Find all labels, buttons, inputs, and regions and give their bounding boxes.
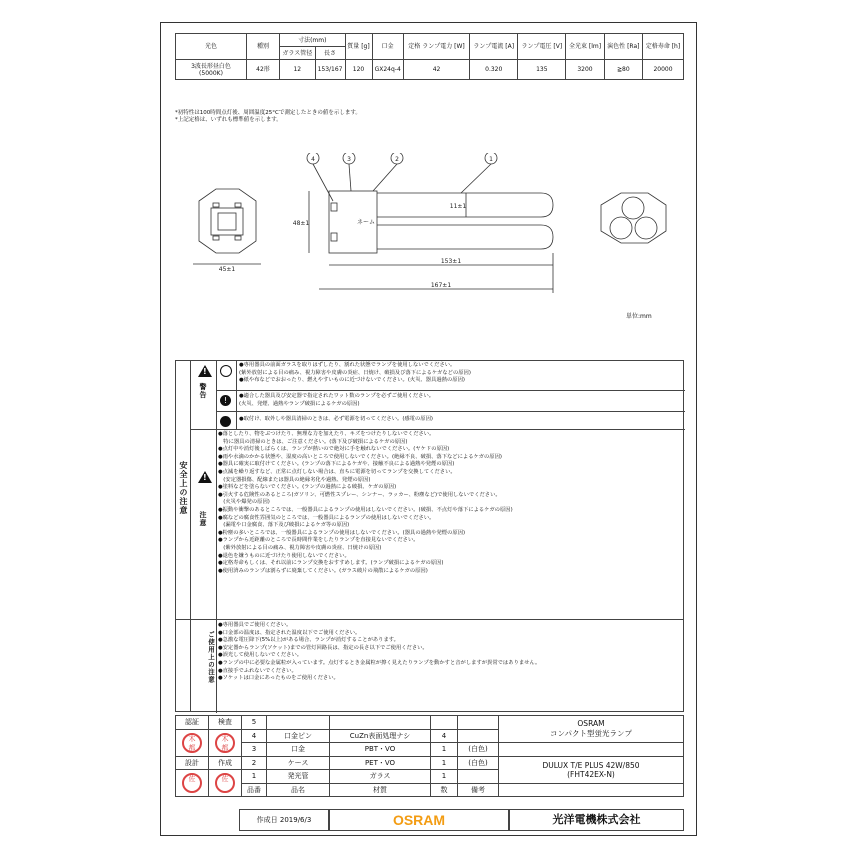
header-color: 光色 bbox=[176, 34, 247, 60]
callout-1-label: 1 bbox=[489, 156, 493, 163]
approval-stamp-1: 木 都 bbox=[182, 733, 202, 753]
callout-3-label: 3 bbox=[347, 156, 351, 163]
callout-4-label: 4 bbox=[311, 156, 315, 163]
socket-front-view bbox=[199, 189, 256, 253]
safety-block bbox=[175, 360, 684, 712]
caution-items: ●落としたり、物をぶつけたり、無理な力を加えたり、キズをつけたりしないでください。 特に器具の清掃のときは、ご注意ください。(落下及び破損によるケガの原因) ●点灯中や消灯後しばらくは、ランプが熱いので絶対に手を触れないでください。(ヤケドの原因) ●雨や水滴のかかる状態や、湿度の高いところで使用しないでください。(絶縁不良、破損、落下などによるケガの原因) ●器具に確実に取付けてください。(ランプの落下によるケガや、接触不良による過熱や発煙の原因) ●点滅を繰り返すなど、正常に点灯しない場合は、直ちに電源を切ってランプを交換してください。 (安定器損傷、配線または器具の絶縁劣化や過熱、発煙の原因) ●塗料などを塗らないでください。(ランプの過熱による破損、ケガの原因) ●引火する危険性のあるところ(ガソリン、可燃性スプレー、シンナー、ラッカー、粉塵など)で使用しないでください。 (火災や爆発の原因) ●振動や衝撃のあるところでは、一般器具によるランプの使用はしないでください。(破損、不点灯や落下によるケガの原因) ●腐などの腐食性雰囲気のところでは、一般器具によるランプの使用はしないでください。 (漏電や口金腐食、落下及び破損によるケガ等の原因) ●粉塵の多いところでは、一般器具によるランプの使用はしないでください。(器具の過熱や発煙の原因) ●ランプから近距離のところで長時間作業をしたりランプを直接見ないでください。 (紫外放射による目の痛み、視力障害や皮膚の炎症、日焼けの原因) ●退色を嫌うものに近づけたり使用しないでください。 ●定格寿命もしくは、それ以前にランプ交換をおすすめします。(ランプ破損によるケガの原因) ●使用済みのランプは割らずに廃棄してください。(ガラス破片の飛散によるケガの原因) bbox=[218, 431, 513, 574]
prohibited-icon bbox=[220, 365, 232, 377]
drawing-sheet bbox=[160, 22, 697, 836]
lamp-name-mark: ネーム bbox=[356, 219, 376, 226]
inspection-stamp: 木 都 bbox=[215, 733, 235, 753]
dim-167: 167±1 bbox=[430, 282, 452, 289]
maker-cell: OSRAM コンパクト型蛍光ランプ bbox=[499, 716, 684, 743]
lamp-end-view bbox=[601, 193, 666, 243]
brand-logo: OSRAM bbox=[329, 809, 509, 831]
unplug-icon bbox=[220, 416, 231, 427]
warning-triangle-icon bbox=[198, 365, 212, 379]
created-date: 作成日 2019/6/3 bbox=[239, 809, 329, 831]
caution-triangle-icon bbox=[198, 471, 212, 485]
dim-153: 153±1 bbox=[440, 258, 462, 265]
lamp-drawing bbox=[161, 153, 698, 353]
model-cell: DULUX T/E PLUS 42W/850 (FHT42EX-N) bbox=[499, 756, 684, 783]
warning-label: 警告 bbox=[199, 383, 207, 399]
color-cell: 3波長形昼白色 (5000K) bbox=[176, 60, 247, 80]
title-block: 認証 検査 5 OSRAM コンパクト型蛍光ランプ 木 都 木 都 4 口金ピン CuZn表面処理ナシ 4 3 口金 PBT・VO 1 (白色) 設計 作成 2 ケース PET・VO 1 (白色) DULUX T/E PLUS 42W/850 (FHT42EX-N) 佐 佐 1 発光管 ガラス 1 品番 品名 材質 数 備考 bbox=[175, 715, 684, 797]
company-name: 光洋電機株式会社 bbox=[509, 809, 684, 831]
spec-table: 光色 種別 寸法(mm) 質量 [g] 口金 定格 ランプ電力 [W] ランプ電流 [A] ランプ電圧 [V] 全光束 [lm] 演色性 [Ra] 定格寿命 [h] ガラス管径 長さ 3波長形昼白色 (5000K) 42形 12 153/167 120 GX24q-4 42 0.320 135 3200 ≧80 20000 bbox=[175, 33, 684, 80]
warning-items-a: ●専用器具の前面ガラスを取りはずしたり、割れた状態でランプを使用しないでください。 (紫外放射による目の痛み、視力障害や皮膚の炎症、日焼け、破損及び落下によるケガなどの原因) ●紙や布などでおおったり、燃えやすいものに近づけないでください。(火災、器具過熱の原因) bbox=[239, 362, 471, 384]
warning-items-b: ●適合した器具及び安定器で指定されたワット数のランプを必ずご使用ください。 (火災、発煙、過熱やランプ破損によるケガの原因) bbox=[239, 393, 435, 407]
design-stamp: 佐 bbox=[182, 773, 202, 793]
dim-height: 48±1 bbox=[292, 220, 310, 227]
safety-label: 安全上の注意 bbox=[179, 461, 188, 515]
mandatory-icon: ! bbox=[220, 395, 231, 406]
caution-label: 注意 bbox=[199, 511, 207, 527]
dim-tube: 11±1 bbox=[449, 203, 467, 210]
footer bbox=[239, 809, 684, 831]
callout-2-label: 2 bbox=[395, 156, 399, 163]
usage-label: ご使用上の注意 bbox=[207, 631, 215, 684]
author-stamp: 佐 bbox=[215, 773, 235, 793]
warning-items-c: ●取付け、取外しや器具清掃のときは、必ず電源を切ってください。(感電の原因) bbox=[239, 416, 433, 422]
spec-notes: *初特性は100時間点灯後、周囲温度25°Cで測定したときの値を示します。 *上記定格は、いずれも標準値を示します。 bbox=[175, 110, 361, 123]
dim-width: 45±1 bbox=[218, 266, 236, 273]
unit-label: 単位:mm bbox=[626, 313, 652, 320]
usage-items: ●専用器具でご使用ください。 ●口金部の温度は、指定された温度以下でご使用ください。 ●急激な電圧降下(5%以上)がある場合、ランプが消灯することがあります。 ●安定器からランプ(ソケット)までの管灯回路長は、指定の長さ以下でご使用ください。 ●誤光して使用しないでください。 ●ランプの中に必要な金属粒が入っています。点灯するとき金属粒が擦く見えたりランプを動かすと音がしますが異常ではありません。 ●直接手でふれないでください。 ●ソケットは口金にあったものをご使用ください。 bbox=[218, 622, 541, 682]
lamp-tube-lower bbox=[377, 225, 553, 249]
